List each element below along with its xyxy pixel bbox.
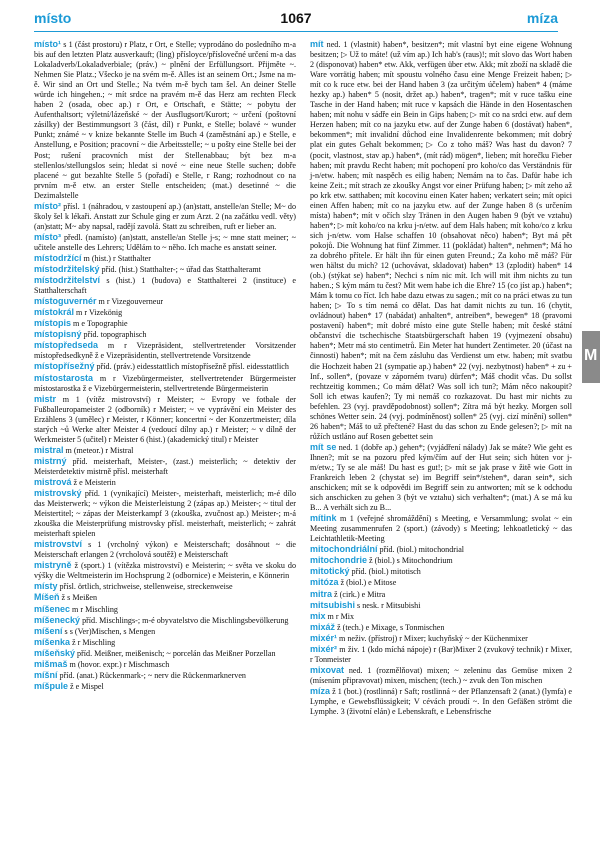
dictionary-entry xyxy=(34,615,296,626)
dictionary-entry xyxy=(34,604,296,615)
headword: místokrál xyxy=(34,307,75,318)
headword: míšenecký xyxy=(34,614,81,625)
dictionary-entry xyxy=(310,589,572,600)
right-column xyxy=(310,39,572,717)
headword: mixovat xyxy=(310,664,345,675)
headword: místoguvernér xyxy=(34,296,97,307)
dictionary-entry xyxy=(310,555,572,566)
entry-text: s (hist.) 1 (budova) e Statthalterei 2 (instituce) e Statthalterschaft xyxy=(34,276,296,296)
dictionary-entry xyxy=(310,566,572,577)
entry-text: ž (sport.) 1 (vítězka mistrovství) e Meisterin; ~ světa ve skoku do výšky die Weltmeisterin im Hochsprung 2 (odbornice) e Meisterin, e Könnerin xyxy=(34,561,296,581)
headword: místo² xyxy=(34,200,61,211)
headword: mixér² xyxy=(310,643,338,654)
thumb-index-letter: M xyxy=(584,347,598,364)
headword: mistrný xyxy=(34,455,67,466)
dictionary-entry xyxy=(310,39,572,442)
dictionary-entry xyxy=(310,577,572,588)
headword: místopisný xyxy=(34,329,82,340)
headword: míšení xyxy=(34,625,63,636)
headword: mistrová xyxy=(34,476,72,487)
dictionary-entry xyxy=(34,456,296,477)
headword: místo¹ xyxy=(34,39,61,49)
entry-text: ned. 1 (rozmělňovat) mixen; ~ zeleninu das Gemüse mixen 2 (mísením připravovat) mixen, mischen; (tech.) ~ zvuk den Ton mischen xyxy=(310,665,572,685)
dictionary-entry xyxy=(34,340,296,361)
dictionary-entry xyxy=(34,329,296,340)
dictionary-entry xyxy=(34,253,296,264)
headword: mitotický xyxy=(310,566,350,577)
entry-text: s nesk. r Mitsubishi xyxy=(355,600,421,610)
dictionary-entry xyxy=(34,275,296,296)
entry-text: ž e Meisterin xyxy=(71,477,116,487)
dictionary-entry xyxy=(310,513,572,544)
dictionary-entry xyxy=(310,665,572,686)
entry-text: m živ. 1 (kdo míchá nápoje) r (Bar)Mixer 2 (zvukový technik) r Mixer, r Tonmeister xyxy=(310,644,572,664)
dictionary-entry xyxy=(34,681,296,692)
headword: místopis xyxy=(34,318,72,329)
headword: mít se xyxy=(310,441,337,452)
entry-text: m r Vizepräsident, stellvertretender Vorsitzender místopředsedkyně ž e Vizepräsidentin, stellvertretende Vorsitzende xyxy=(34,341,296,361)
entry-text: příd. (biol.) mitotisch xyxy=(349,567,421,577)
entry-text: m 1 (veřejné shromáždění) s Meeting, e Versammlung; svolat ~ ein Meeting zusammenrufen 2 (sport.) (závody) s Meeting; lehkoatletický ~ das Leichtathletik-Meeting xyxy=(310,514,572,544)
entry-text: m r Mischling xyxy=(70,604,118,614)
entry-text: příd. 1 (vynikající) Meister-, meisterhaft, meisterlich; m-é dílo das Meisterwerk; ~ výkon die Meisterleistung 2 (zápas ap.) Meister-; ~ titul der Meistertitel; ~ zápas der Meisterkampf 3 (zkouška, zvučnost ap.) Meister-; m-á zkouška die Meisterprüfung mistrovsky přísl. meisterhaft, meisterlich; ~ zahrát meisterhaft spielen xyxy=(34,489,296,539)
entry-text: m r Vizebürgermeister, stellvertretender Bürgermeister místostarostka ž e Vizebürgermeisterin, stellvertretende Bürgermeisterin xyxy=(34,373,296,393)
entry-text: s s (Ver)Mischen, s Mengen xyxy=(62,626,156,636)
thumb-index-tab xyxy=(582,331,600,383)
dictionary-entry xyxy=(34,201,296,232)
headword: mitra xyxy=(310,588,333,599)
headword: mistryně xyxy=(34,560,72,571)
entry-text: příd. Mischlings-; m-é obyvatelstvo die Mischlingsbevölkerung xyxy=(80,615,289,625)
dictionary-entry xyxy=(310,544,572,555)
headword: místostarosta xyxy=(34,372,94,383)
dictionary-entry xyxy=(310,644,572,665)
headword: mistrovství xyxy=(34,539,83,550)
entry-text: příd. (anat.) Rückenmark-; ~ nerv die Rückenmarknerven xyxy=(57,670,246,680)
entry-text: ž (biol.) e Mitose xyxy=(338,578,397,588)
entry-text: přísl. 1 (náhradou, v zastoupení ap.) (an)statt, anstelle/an Stelle; M~ do školy šel k lékaři. Anstatt zur Schule ging er zum Arzt. 2 (na začátku vedl. věty) (an)statt; M~ aby napsal, radějí zavolá. Statt zu schreiben, ruft er lieber an. xyxy=(34,201,296,231)
dictionary-entry xyxy=(34,373,296,394)
dictionary-entry xyxy=(34,394,296,445)
headword: místodržitelský xyxy=(34,264,100,275)
entry-text: m (hovor. expr.) r Mischmasch xyxy=(67,659,170,669)
dictionary-entry xyxy=(310,622,572,633)
page-number: 1067 xyxy=(280,10,312,26)
headword: místopřísežný xyxy=(34,361,95,372)
dictionary-entry xyxy=(310,611,572,622)
headword: mitochondriální xyxy=(310,544,378,555)
dictionary-entry xyxy=(34,626,296,637)
entry-text: ž (cirk.) e Mitra xyxy=(332,589,386,599)
headword: mistral xyxy=(34,444,64,455)
dictionary-entry xyxy=(34,539,296,560)
headword: míšenka xyxy=(34,636,71,647)
dictionary-entry xyxy=(34,670,296,681)
headword: míšenec xyxy=(34,603,71,614)
dictionary-entry xyxy=(34,648,296,659)
dictionary-entry xyxy=(310,633,572,644)
entry-text: příd. topographisch xyxy=(81,330,147,340)
headword: mišmaš xyxy=(34,658,68,669)
entry-text: předl. (namísto) (an)statt, anstelle/an Stelle j-s; ~ mne statt meiner; ~ učitele anstelle des Lehrers; Udělám to ~ něho. Ich mache es anstatt seiner. xyxy=(34,232,296,252)
header-guide-word-left: místo xyxy=(34,10,72,26)
dictionary-entry xyxy=(34,232,296,253)
dictionary-entry xyxy=(34,361,296,372)
entry-text: příd. (práv.) eidesstattlich místopřísežně přísl. eidesstattlich xyxy=(94,362,289,372)
entry-text: ž 1 (bot.) (rostlinná) r Saft; rostlinná ~ der Pflanzensaft 2 (anat.) (lymfa) e Lymphe, e Gewebsflüssigkeit; V cévách proudí ~. In den Gefäßen strömt die Lymphe. 3 (životní elán) e Lebenskraft, e Lebensfrische xyxy=(310,686,572,717)
dictionary-entry xyxy=(310,600,572,611)
headword: míšeňský xyxy=(34,647,76,658)
headword: mitsubishi xyxy=(310,599,356,610)
headword: mít xyxy=(310,39,324,49)
headword: mistr xyxy=(34,393,57,404)
dictionary-entry xyxy=(34,296,296,307)
headword: mistrovský xyxy=(34,488,82,499)
entry-text: m r Vizegouverneur xyxy=(96,297,164,307)
dictionary-entry xyxy=(34,581,296,592)
dictionary-entry xyxy=(34,560,296,581)
headword: mítink xyxy=(310,513,337,524)
headword: mix xyxy=(310,610,326,621)
entry-text: m e Topographie xyxy=(71,319,128,329)
headword: míšní xyxy=(34,669,58,680)
entry-text: ž (tech.) e Mixage, s Tonmischen xyxy=(335,622,445,632)
dictionary-entry xyxy=(34,318,296,329)
header-guide-word-right: míza xyxy=(526,10,558,26)
headword: míza xyxy=(310,685,331,696)
headword: mixér¹ xyxy=(310,632,338,643)
entry-text: m (meteor.) r Mistral xyxy=(63,445,134,455)
headword: místopředseda xyxy=(34,340,99,351)
header-rule xyxy=(34,31,558,32)
entry-text: ž e Mispel xyxy=(68,681,104,691)
entry-text: příd. (hist.) Statthalter-; ~ úřad das Statthalteramt xyxy=(99,265,261,275)
headword: Míšeň xyxy=(34,592,60,603)
entry-text: m neživ. (přístroj) r Mixer; kuchyňský ~ der Küchenmixer xyxy=(337,633,528,643)
entry-text: m r Mix xyxy=(325,611,355,621)
headword: mixáž xyxy=(310,621,336,632)
dictionary-entry xyxy=(34,659,296,670)
entry-text: s 1 (vrcholný výkon) e Meisterschaft; dosáhnout ~ die Meisterschaft erlangen 2 (vrcholová soutěž) e Meisterschaft xyxy=(34,540,296,560)
dictionary-entry xyxy=(34,488,296,539)
dictionary-entry xyxy=(34,445,296,456)
headword: místodržící xyxy=(34,252,82,263)
entry-text: ž r Mischling xyxy=(70,637,116,647)
dictionary-entry xyxy=(310,442,572,513)
dictionary-entry xyxy=(34,477,296,488)
dictionary-entry xyxy=(34,592,296,603)
dictionary-entry xyxy=(34,264,296,275)
dictionary-entry xyxy=(34,307,296,318)
entry-text: m 1 (vítěz mistrovství) r Meister; ~ Evropy ve fotbale der Fußballeuropameister 2 (odborník) r Meister; ~ ve vyprávění ein Meister des Erzählens 3 (umělec) r Meister, r Könner; koncertní ~ der Konzertmeister; díla starých ~ů Werke alter Meister 4 (vedoucí dílny ap.) r Meister; ~ v dílně der Werkmeister 5 (učitel) r Meister 6 (hist.) (akademický titul) r Meister xyxy=(34,394,296,444)
entry-text: ž (biol.) s Mitochondrium xyxy=(367,556,453,566)
page-header xyxy=(34,10,558,32)
entry-text: příd. (biol.) mitochondrial xyxy=(377,545,465,555)
entry-text: ž s Meißen xyxy=(59,593,98,603)
headword: místo³ xyxy=(34,231,61,242)
entry-text: příd. Meißner, meißenisch; ~ porcelán das Meißner Porzellan xyxy=(75,648,276,658)
headword: mitóza xyxy=(310,577,339,588)
entry-text: m r Vizekönig xyxy=(74,308,123,318)
dictionary-entry xyxy=(34,637,296,648)
headword: míšpule xyxy=(34,680,69,691)
entry-text: ned. 1 (vlastnit) haben*, besitzen*; mít vlastní byt eine eigene Wohnung besitzen; ▷ Už to máte! (už vím ap.) Ich hab's (raus)!; mít slovo das Wort haben 2 (disponovat) haben* etw. Akk, verfügen über etw. Akk; mít zboží na skladě die Ware vorrätig haben; mít spoustu volného času eine Menge Freizeit haben; ▷ mít co k ruce etw. bei der Hand haben 3 (za určitým účelem) haben* 4 (máme hezky ap.) haben* 5 (nosit, držet ap.) haben*, tragen*; mít v ruce tašku eine Tasche in der Hand haben; mít ruce v kapsách die Hände in den Hosentaschen haben; mít nohu v sádře ein Bein in Gips haben; ▷ mít co na srdci etw. auf dem Herzen haben; mít co na jazyku etw. auf der Zunge haben 6 (dostávat) haben*, bekommen*; mít invalidní důchod eine Invalidenrente bekommen; mít dobrý plat ein gutes Gehalt bekommen; ▷ Co z toho máš? Was hast du davon? 7 (pocit, vlastnost, stav ap.) haben*, (mít rád) mögen*, lieben; mít horečku Fieber haben; mít pravdu Recht haben; mít pochopení pro koho/co das Verständnis für j-n/etw. haben; mít naspěch es eilig haben; Nemám na to čas. Dafür habe ich keine Zeit.; mít strach ze zkoušky Angst vor einer Prüfung haben; ▷ mít zeho až po krk etw. satthaben; mít kocovinu einen Kater haben; verkatert sein; mít opici einen Affen haben; mít co na jazyku etw. auf der Zunge haben 8 (s určením místa) haben*; mít v očích slzy Tränen in den Augen haben 9 (být ve vztahu) haben*; ▷ mít koho/co na krku j-n/etw. auf dem Hals haben; mít koho/co z krku sich j-n/etw. vom Halse schaffen 10 (obsahovat něco) haben*; Byt má pět pokojů. Die Wohnung hat fünf Zimmer. 11 (pokládat) halten*, nehmen*; Má ho za dobrého přítele. Er hält ihn für einen guten Freund.; Za koho mě máš? Für wen hältst du mich? 12 (uchovávat, skladovat) haben* 13 (zplodit) haben* 14 (ob.) (stýkat se) haben*; Nechci s ním nic mít. Ich will mit ihm nichts zu tun haben.; S kým mám tu čest? Mit wem habe ich die Ehre? 15 (co jíst ap.) haben*; Mám k tomu co říct. Ich habe dazu etwas zu sagen.; mít co na práci etwas zu tun haben; ▷ To s tím nemá co dělat. Das hat damit nichts zu tun. 16 (chytit, ovládnout) haben* 17 (nabádat) anhalten*, antreiben*, bewegen* 18 (pravomi postavení) haben*; mít dobré místo eine gute Stelle haben; mít české státní občanství die tschechische Staatsbürgerschaft haben 19 (vyjmezení obsahu) haben*; Metr má sto centimetrů. Ein Meter hat hundert Zentimeter. 20 (účast na činnosti) haben*; mít na čem zásluhu das Verdienst um etw. haben; mít svatbu die Hochzeit haben 21 (sympatie ap.) haben* 22 (vyj. nezbytnost) haben* + zu + Inf., sollen*, (povaze v záporném tvaru) dürfen*; Máš chodit včas. Du sollst rechtzeitig kommen.; Co mám dělat? Was soll ich tun?; Mám něco nakoupit? Soll ich etwas kaufen?; Ty mi nemáš co rozkazovat. Du hast mir nichts zu befehlen. 23 (vyj. pravděpodobnost) sollen*; Zítra má být hezky. Morgen soll schönes Wetter sein. 24 (vyj. podmíněnost) sollen* 25 (vyj. cizí mínění) sollen* 26 haben*; Máš to už přečtené? Hast du das schon zu Ende gelesen?; ▷ mít na růžích ustláno auf Rosen gebettet sein xyxy=(310,40,572,441)
entry-text: přísl. örtlich, strichweise, stellenweise, streckenweise xyxy=(57,582,233,592)
entry-text: s 1 (část prostoru) r Platz, r Ort, e Stelle; vyprodáno do posledního m-a bis auf den letzten Platz ausverkauft; (ling) přísloyce/příslovečné určení m-a das Lokaladverb/Lokaladverbiale; (práv.) ~ plnění der Erfüllungsort. Přijměte ~. Nehmen Sie Platz.; Všecko je na svém m-ě. Alles ist an seinem Ort.; Jsme na m-ě. Wir sind an Ort und Stelle.; Na tvém m-ě bych tam šel. An deiner Stelle würde ich hingehen.; ~ mít srdce na pravém m-ě das Herz am rechten Fleck haben 2 (osada, obec ap.) r Ort, e Ortschaft, e Stätte; ~ pobytu der Aufenthaltsort; výletní/lázeňské ~ der Ausflugsort/Kurort; ~ určení (poštovní zásilky) der Bestimmungsort 3 (část, díl) r Punkt, e Stelle; bolavé ~ wunder Punkt; známé ~ v knize bekannte Stelle im Buch 4 (zaměstnání ap.) e Stelle, e Anstellung, e Position; pracovní ~ die Arbeitsstelle; ~ u pošty eine Stelle bei der Post; rušení pracovních míst der Stellenabbau; být bez m-a stellenlos/stellungslos sein; hledat si nové ~ eine neue Stelle suchen; dobře placené ~ gut bezahlte Stelle 5 (pořadí) e Stelle, r Rang; rozhodnout co na prvním m-ě etw. an erster Stelle entscheiden; (mat.) desetinné ~ die Dezimalstelle xyxy=(34,40,296,200)
left-column xyxy=(34,39,296,692)
dictionary-entry xyxy=(310,686,572,717)
dictionary-entry xyxy=(34,39,296,201)
headword: místodržitelství xyxy=(34,275,101,286)
entry-text: příd. meisterhaft, Meister-, (zast.) meisterlich; ~ detektiv der Meisterdetektiv mistrně přísl. meisterhaft xyxy=(34,456,296,476)
entry-text: ned. 1 (dobře ap.) gehen*; (vyjádření nálady) Jak se máte? Wie geht es Ihnen?; mít se na pozoru před kým/čím auf der Hut sein; sich hüten vor j-m/etw.; Ty se ale máš! Du hast es gut!; ▷ mít se jak prase v žitě wie Gott in Frankreich leben 2 (chystat se) im Begriff sein*/stehen*, daran sein*, sich anschicken; mít se k odpovědi im Begriff sein zu antworten; mít se k odchodu sich anschicken zu gehen 3 (být ve vztahu) sich verhalten*; (mat.) A se má ku B... A verhält sich zu B... xyxy=(310,442,573,513)
entry-text: m (hist.) r Statthalter xyxy=(81,253,151,263)
headword: mitochondrie xyxy=(310,555,368,566)
headword: místy xyxy=(34,581,58,592)
